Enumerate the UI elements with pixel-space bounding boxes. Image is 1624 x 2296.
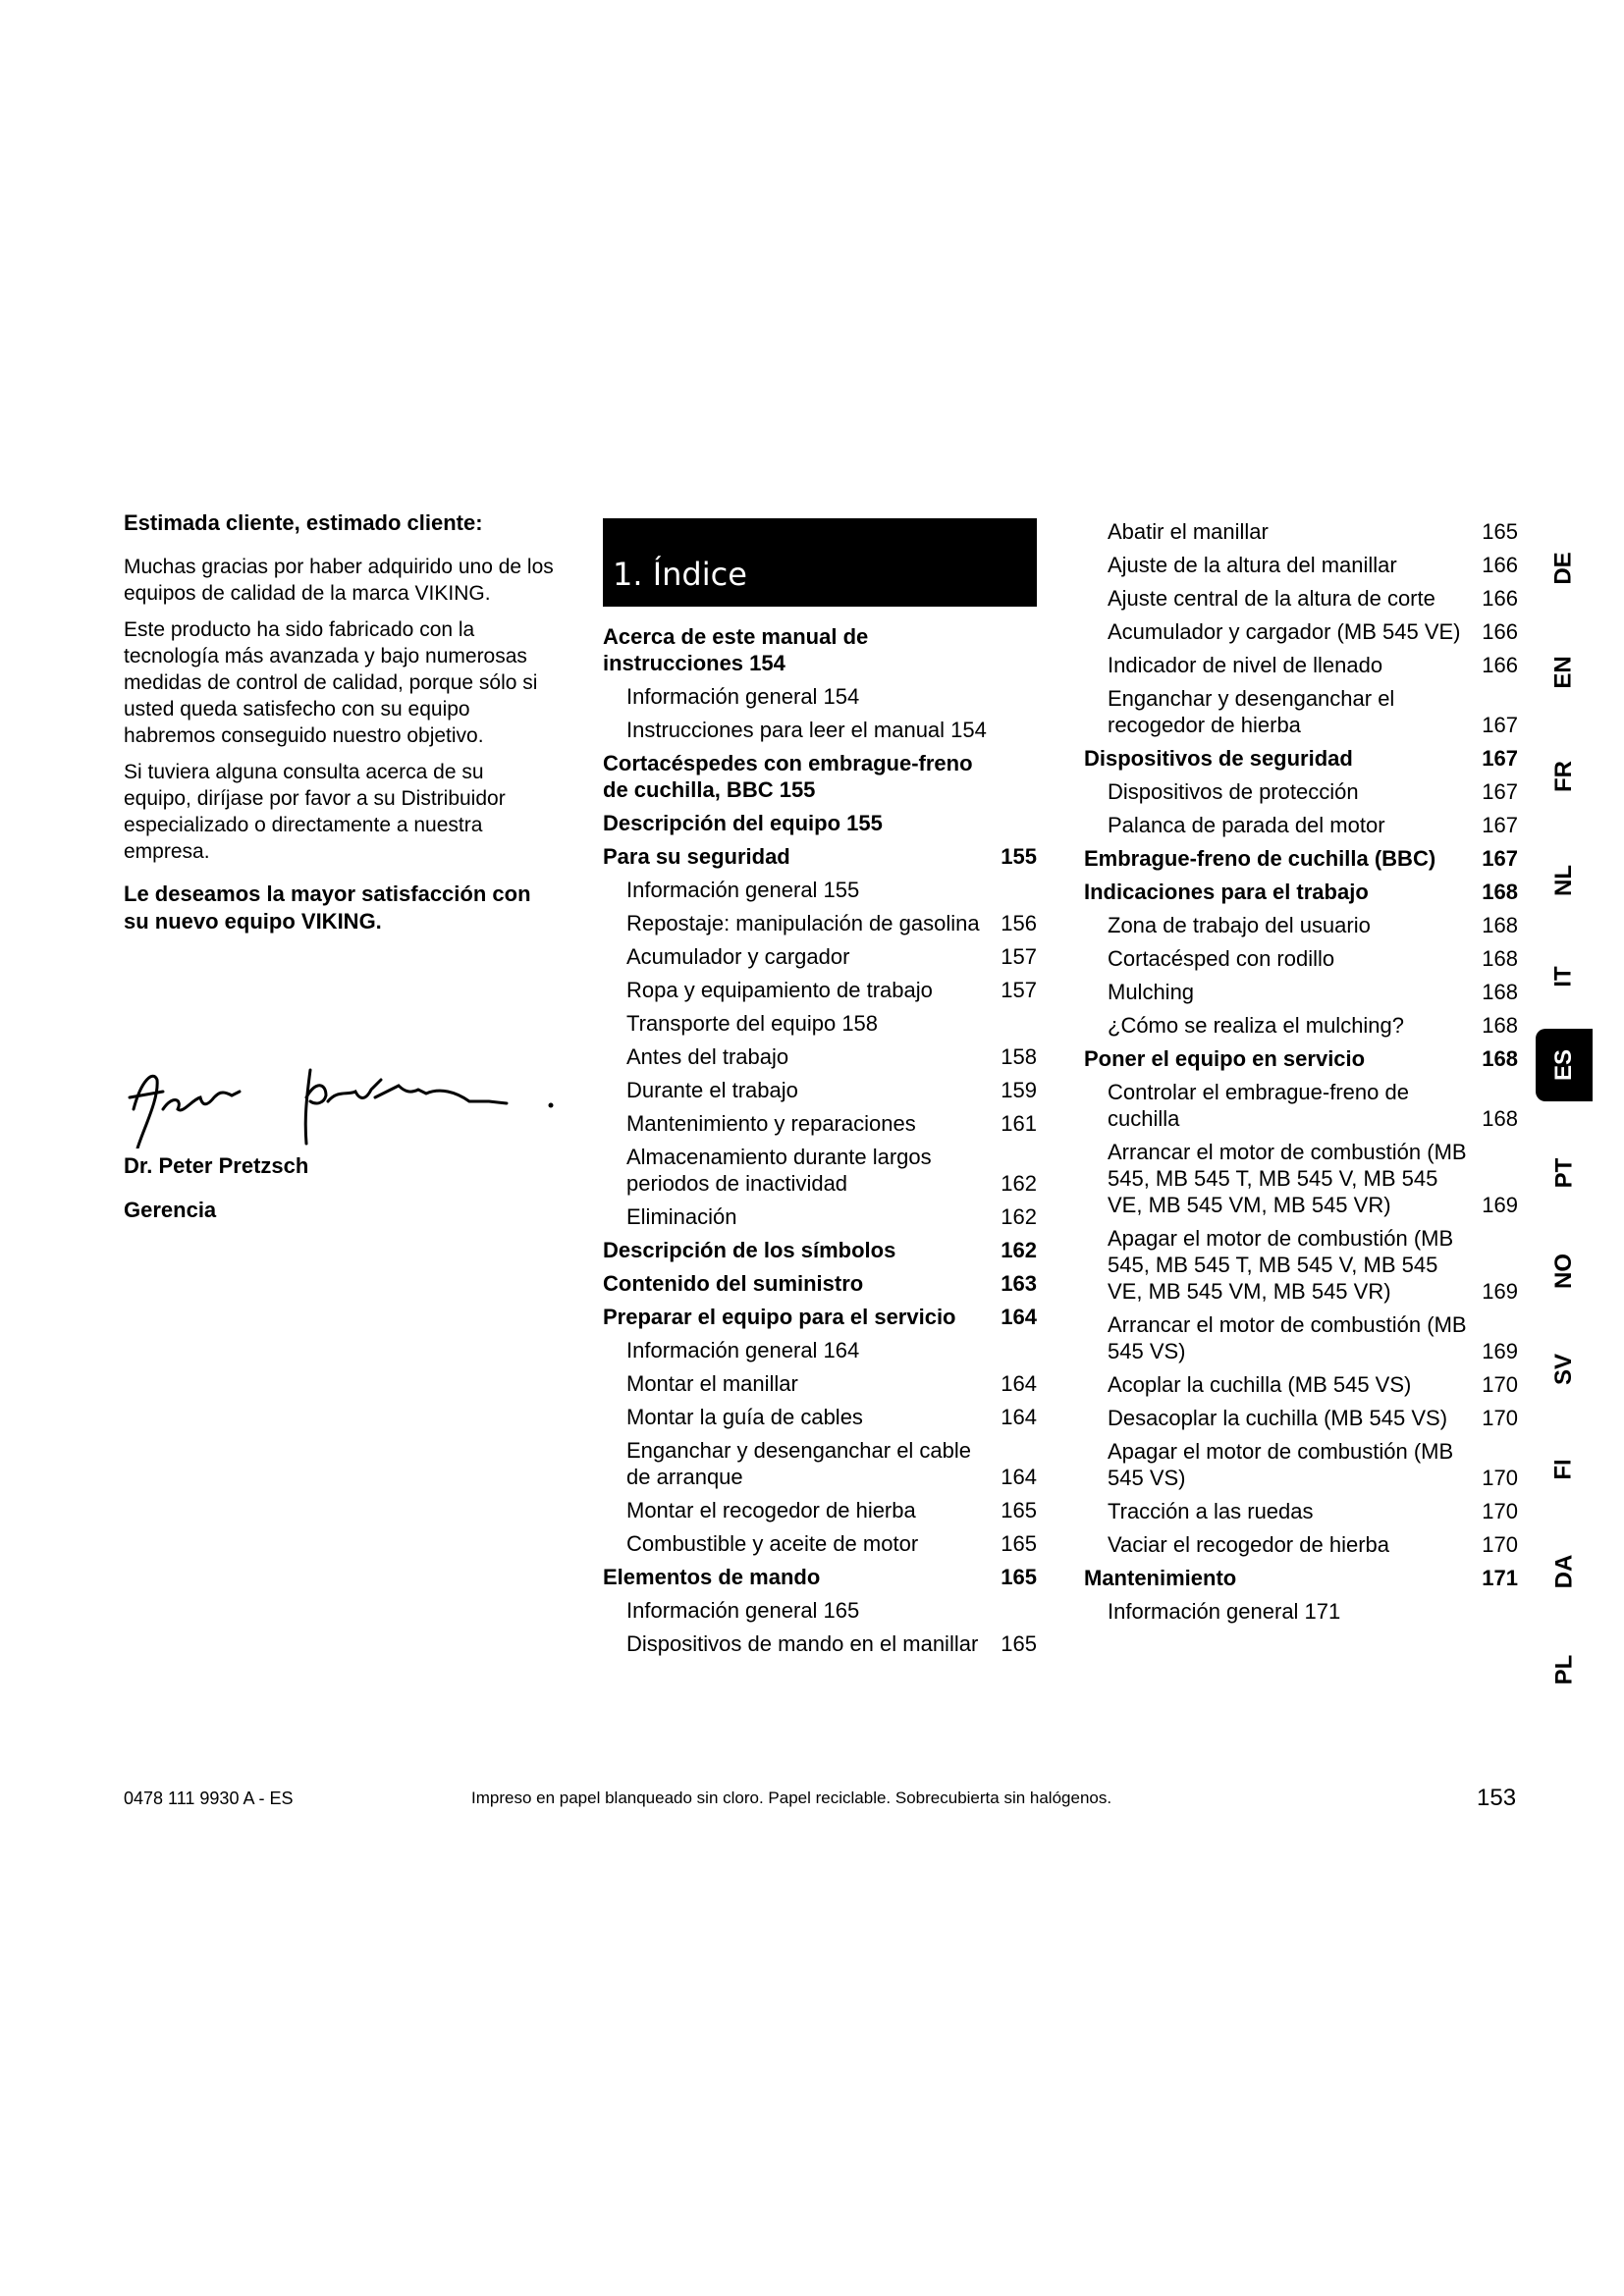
toc-subsection-entry[interactable] [1084, 1225, 1518, 1305]
toc-entry-page: 164 [1001, 1305, 1037, 1329]
toc-section-entry[interactable] [1084, 879, 1518, 905]
toc-subsection-entry[interactable] [603, 910, 1037, 936]
toc-subsection-entry[interactable] [1084, 945, 1518, 972]
toc-subsection-entry[interactable] [603, 1597, 1037, 1624]
toc-entry-page: 171 [1482, 1566, 1518, 1590]
toc-entry-title: Dispositivos de mando en el manillar [626, 1631, 979, 1656]
toc-entry-title: Eliminación [626, 1204, 737, 1229]
language-code: PL [1549, 1654, 1577, 1685]
toc-entry-title: Vaciar el recogedor de hierba [1108, 1532, 1389, 1557]
toc-subsection-entry[interactable] [1084, 518, 1518, 545]
toc-entry-title: Indicador de nivel de llenado [1108, 653, 1383, 677]
toc-entry-page: 157 [1001, 978, 1037, 1002]
toc-subsection-entry[interactable] [1084, 1438, 1518, 1491]
footer-document-code: 0478 111 9930 A - ES [124, 1789, 294, 1808]
toc-subsection-entry[interactable] [603, 877, 1037, 903]
toc-subsection-entry[interactable] [1084, 912, 1518, 938]
toc-entry-page: 170 [1482, 1499, 1518, 1523]
toc-subsection-entry[interactable] [1084, 1371, 1518, 1398]
toc-entry-title: Mantenimiento y reparaciones [626, 1111, 916, 1136]
toc-entry-title: Elementos de mando [603, 1565, 821, 1589]
toc-entry-page: 167 [1482, 779, 1518, 804]
toc-entry-title: Acerca de este manual de instrucciones 154 [603, 624, 869, 675]
toc-entry-page: 165 [1001, 1631, 1037, 1656]
toc-entry-title: Antes del trabajo [626, 1044, 789, 1069]
toc-section-entry[interactable] [603, 1564, 1037, 1590]
toc-entry-title: Cortacésped con rodillo [1108, 946, 1335, 971]
toc-entry-page: 166 [1482, 586, 1518, 611]
toc-subsection-entry[interactable] [603, 1404, 1037, 1430]
toc-entry-page: 165 [1001, 1498, 1037, 1522]
toc-entry-title: Información general 171 [1108, 1599, 1341, 1624]
toc-entry-title: Montar la guía de cables [626, 1405, 863, 1429]
intro-paragraph: Muchas gracias por haber adquirido uno de los equipos de calidad de la marca VIKING. [124, 556, 554, 605]
toc-entry-page: 169 [1482, 1193, 1518, 1217]
toc-entry-page: 167 [1482, 846, 1518, 871]
toc-entry-title: ¿Cómo se realiza el mulching? [1108, 1013, 1405, 1038]
language-code: DA [1549, 1554, 1577, 1589]
toc-entry-title: Ajuste de la altura del manillar [1108, 553, 1397, 577]
toc-entry-page: 170 [1482, 1406, 1518, 1430]
toc-entry-title: Poner el equipo en servicio [1084, 1046, 1366, 1071]
toc-subsection-entry[interactable] [603, 683, 1037, 710]
toc-entry-page: 167 [1482, 813, 1518, 837]
signer-role: Gerencia [124, 1198, 217, 1222]
toc-entry-page: 162 [1001, 1238, 1037, 1262]
toc-entry-page: 167 [1482, 713, 1518, 737]
toc-entry-page: 168 [1482, 1046, 1518, 1071]
toc-entry-title: Combustible y aceite de motor [626, 1531, 919, 1556]
toc-subsection-entry[interactable] [603, 1144, 1037, 1197]
language-tab-fr[interactable] [1536, 740, 1593, 813]
toc-section-entry[interactable] [603, 843, 1037, 870]
toc-entry-title: Indicaciones para el trabajo [1084, 880, 1369, 904]
toc-entry-page: 168 [1482, 946, 1518, 971]
toc-subsection-entry[interactable] [1084, 1139, 1518, 1218]
toc-section-entry[interactable] [1084, 1045, 1518, 1072]
toc-entry-title: Mantenimiento [1084, 1566, 1237, 1590]
toc-entry-title: Arrancar el motor de combustión (MB 545, MB 545 T, MB 545 V, MB 545 VE, MB 545 VM, MB 545 VR) [1108, 1140, 1467, 1217]
toc-entry-title: Información general 154 [626, 684, 860, 709]
toc-entry-title: Durante el trabajo [626, 1078, 798, 1102]
toc-entry-title: Montar el manillar [626, 1371, 798, 1396]
language-code: PT [1549, 1157, 1577, 1189]
toc-subsection-entry[interactable] [1084, 1311, 1518, 1364]
toc-entry-title: Ajuste central de la altura de corte [1108, 586, 1435, 611]
toc-entry-page: 170 [1482, 1466, 1518, 1490]
toc-section-entry[interactable] [1084, 845, 1518, 872]
toc-entry-title: Repostaje: manipulación de gasolina [626, 911, 980, 935]
toc-entry-page: 170 [1482, 1532, 1518, 1557]
toc-subsection-entry[interactable] [1084, 585, 1518, 612]
toc-entry-page: 166 [1482, 553, 1518, 577]
toc-entry-title: Controlar el embrague-freno de cuchilla [1108, 1080, 1409, 1131]
toc-entry-page: 169 [1482, 1279, 1518, 1304]
language-tab-pl[interactable] [1536, 1633, 1593, 1706]
toc-entry-title: Abatir el manillar [1108, 519, 1269, 544]
toc-subsection-entry[interactable] [603, 717, 1037, 743]
signature-image [124, 1041, 566, 1148]
toc-entry-page: 164 [1001, 1465, 1037, 1489]
intro-section [124, 510, 556, 935]
language-code: FI [1549, 1459, 1577, 1480]
toc-entry-title: Apagar el motor de combustión (MB 545 VS) [1108, 1439, 1454, 1490]
toc-entry-title: Arrancar el motor de combustión (MB 545 VS) [1108, 1312, 1467, 1363]
toc-entry-page: 162 [1001, 1171, 1037, 1196]
toc-subsection-entry[interactable] [603, 1337, 1037, 1363]
toc-entry-title: Apagar el motor de combustión (MB 545, MB 545 T, MB 545 V, MB 545 VE, MB 545 VM, MB 545 VR) [1108, 1226, 1454, 1304]
toc-entry-title: Acumulador y cargador (MB 545 VE) [1108, 619, 1461, 644]
toc-subsection-entry[interactable] [603, 1203, 1037, 1230]
toc-subsection-entry[interactable] [1084, 778, 1518, 805]
toc-entry-page: 168 [1482, 1106, 1518, 1131]
signer-name: Dr. Peter Pretzsch [124, 1153, 309, 1178]
intro-paragraph: Este producto ha sido fabricado con la tecnología más avanzada y bajo numerosas medidas de control de calidad, porque sólo si usted queda satisfecho con su equipo habremos conseguido nuestro objetivo. [124, 618, 538, 747]
toc-entry-page: 161 [1001, 1111, 1037, 1136]
language-tab-de[interactable] [1536, 532, 1593, 605]
toc-entry-page: 166 [1482, 653, 1518, 677]
toc-entry-page: 170 [1482, 1372, 1518, 1397]
toc-entry-title: Zona de trabajo del usuario [1108, 913, 1371, 937]
toc-section-entry[interactable] [603, 810, 1037, 836]
toc-subsection-entry[interactable] [603, 1497, 1037, 1523]
toc-subsection-entry[interactable] [1084, 552, 1518, 578]
toc-entry-title: Instrucciones para leer el manual 154 [626, 718, 987, 742]
toc-subsection-entry[interactable] [1084, 1012, 1518, 1039]
toc-entry-title: Acumulador y cargador [626, 944, 850, 969]
toc-section-entry[interactable] [1084, 1565, 1518, 1591]
toc-entry-page: 162 [1001, 1204, 1037, 1229]
toc-entry-title: Dispositivos de protección [1108, 779, 1359, 804]
language-tab-da[interactable] [1536, 1535, 1593, 1608]
language-code: DE [1550, 552, 1577, 585]
toc-entry-page: 157 [1001, 944, 1037, 969]
toc-entry-title: Palanca de parada del motor [1108, 813, 1385, 837]
toc-subsection-entry[interactable] [1084, 812, 1518, 838]
toc-subsection-entry[interactable] [603, 977, 1037, 1003]
toc-entry-title: Información general 165 [626, 1598, 860, 1623]
toc-entry-title: Almacenamiento durante largos periodos de inactividad [626, 1145, 932, 1196]
toc-entry-title: Tracción a las ruedas [1108, 1499, 1314, 1523]
language-tab-sv[interactable] [1536, 1333, 1593, 1406]
toc-subsection-entry[interactable] [603, 1630, 1037, 1657]
toc-entry-page: 167 [1482, 746, 1518, 771]
toc-section-entry[interactable] [603, 750, 1037, 803]
toc-entry-title: Mulching [1108, 980, 1195, 1004]
page-number: 153 [1477, 1785, 1517, 1811]
language-tab-it[interactable] [1536, 940, 1593, 1013]
toc-entry-title: Desacoplar la cuchilla (MB 545 VS) [1108, 1406, 1448, 1430]
toc-header [603, 518, 1037, 607]
toc-subsection-entry[interactable] [603, 1370, 1037, 1397]
toc-subsection-entry[interactable] [1084, 979, 1518, 1005]
toc-entry-page: 168 [1482, 1013, 1518, 1038]
language-code: FR [1550, 761, 1577, 792]
toc-entry-page: 156 [1001, 911, 1037, 935]
toc-entry-page: 165 [1001, 1565, 1037, 1589]
toc-subsection-entry[interactable] [603, 1010, 1037, 1037]
toc-entry-title: Contenido del suministro [603, 1271, 864, 1296]
toc-column-right [1084, 518, 1518, 1631]
language-tab-no[interactable] [1536, 1235, 1593, 1308]
toc-entry-page: 163 [1001, 1271, 1037, 1296]
toc-subsection-entry[interactable] [1084, 685, 1518, 738]
toc-subsection-entry[interactable] [603, 1077, 1037, 1103]
greeting: Estimada cliente, estimado cliente: [124, 510, 483, 535]
toc-subsection-entry[interactable] [1084, 1405, 1518, 1431]
toc-entry-title: Transporte del equipo 158 [626, 1011, 879, 1036]
toc-entry-page: 158 [1001, 1044, 1037, 1069]
toc-entry-title: Información general 164 [626, 1338, 860, 1362]
language-tab-en[interactable] [1536, 636, 1593, 709]
toc-entry-title: Acoplar la cuchilla (MB 545 VS) [1108, 1372, 1412, 1397]
toc-entry-page: 165 [1482, 519, 1518, 544]
language-tab-fi[interactable] [1536, 1433, 1593, 1506]
toc-section-entry[interactable] [603, 1237, 1037, 1263]
toc-subsection-entry[interactable] [603, 1043, 1037, 1070]
toc-entry-title: Descripción de los símbolos [603, 1238, 896, 1262]
toc-entry-title: Descripción del equipo 155 [603, 811, 883, 835]
toc-entry-page: 169 [1482, 1339, 1518, 1363]
toc-entry-title: Cortacéspedes con embrague-freno de cuchilla, BBC 155 [603, 751, 973, 802]
language-code: IT [1549, 966, 1577, 988]
toc-title: 1. Índice [613, 556, 747, 593]
toc-entry-page: 164 [1001, 1371, 1037, 1396]
toc-entry-title: Ropa y equipamiento de trabajo [626, 978, 933, 1002]
toc-column-middle [603, 623, 1037, 1664]
toc-entry-page: 168 [1482, 880, 1518, 904]
toc-entry-page: 168 [1482, 980, 1518, 1004]
toc-section-entry[interactable] [603, 1270, 1037, 1297]
toc-entry-page: 164 [1001, 1405, 1037, 1429]
toc-subsection-entry[interactable] [603, 1110, 1037, 1137]
toc-subsection-entry[interactable] [603, 943, 1037, 970]
toc-entry-title: Enganchar y desenganchar el recogedor de hierba [1108, 686, 1395, 737]
toc-entry-title: Preparar el equipo para el servicio [603, 1305, 956, 1329]
toc-subsection-entry[interactable] [603, 1530, 1037, 1557]
language-code: ES [1549, 1048, 1577, 1082]
language-tab-pt[interactable] [1536, 1137, 1593, 1209]
toc-entry-page: 168 [1482, 913, 1518, 937]
language-code: NO [1550, 1254, 1577, 1289]
language-code: SV [1549, 1353, 1577, 1386]
intro-paragraph: Si tuviera alguna consulta acerca de su equipo, diríjase por favor a su Distribuidor especializado o directamente a nuestra empresa. [124, 761, 506, 863]
toc-section-entry[interactable] [603, 1304, 1037, 1330]
toc-subsection-entry[interactable] [603, 1437, 1037, 1490]
toc-entry-page: 155 [1001, 844, 1037, 869]
language-code: EN [1550, 656, 1577, 689]
toc-subsection-entry[interactable] [1084, 1531, 1518, 1558]
toc-entry-page: 165 [1001, 1531, 1037, 1556]
toc-entry-page: 159 [1001, 1078, 1037, 1102]
toc-subsection-entry[interactable] [1084, 1598, 1518, 1625]
toc-subsection-entry[interactable] [1084, 1498, 1518, 1524]
toc-subsection-entry[interactable] [1084, 1079, 1518, 1132]
toc-entry-page: 166 [1482, 619, 1518, 644]
toc-entry-title: Enganchar y desenganchar el cable de arranque [626, 1438, 972, 1489]
toc-entry-title: Dispositivos de seguridad [1084, 746, 1353, 771]
toc-subsection-entry[interactable] [1084, 652, 1518, 678]
language-code: NL [1550, 865, 1577, 896]
language-tab-es[interactable] [1536, 1029, 1593, 1101]
toc-entry-title: Montar el recogedor de hierba [626, 1498, 916, 1522]
toc-entry-title: Embrague-freno de cuchilla (BBC) [1084, 846, 1436, 871]
toc-section-entry[interactable] [1084, 745, 1518, 772]
footer-note: Impreso en papel blanqueado sin cloro. Papel reciclable. Sobrecubierta sin halógenos. [471, 1789, 1112, 1807]
toc-entry-title: Información general 155 [626, 878, 860, 902]
toc-section-entry[interactable] [603, 623, 1037, 676]
language-tab-nl[interactable] [1536, 844, 1593, 917]
toc-entry-title: Para su seguridad [603, 844, 790, 869]
closing-text: Le deseamos la mayor satisfacción con su nuevo equipo VIKING. [124, 881, 531, 934]
toc-subsection-entry[interactable] [1084, 618, 1518, 645]
